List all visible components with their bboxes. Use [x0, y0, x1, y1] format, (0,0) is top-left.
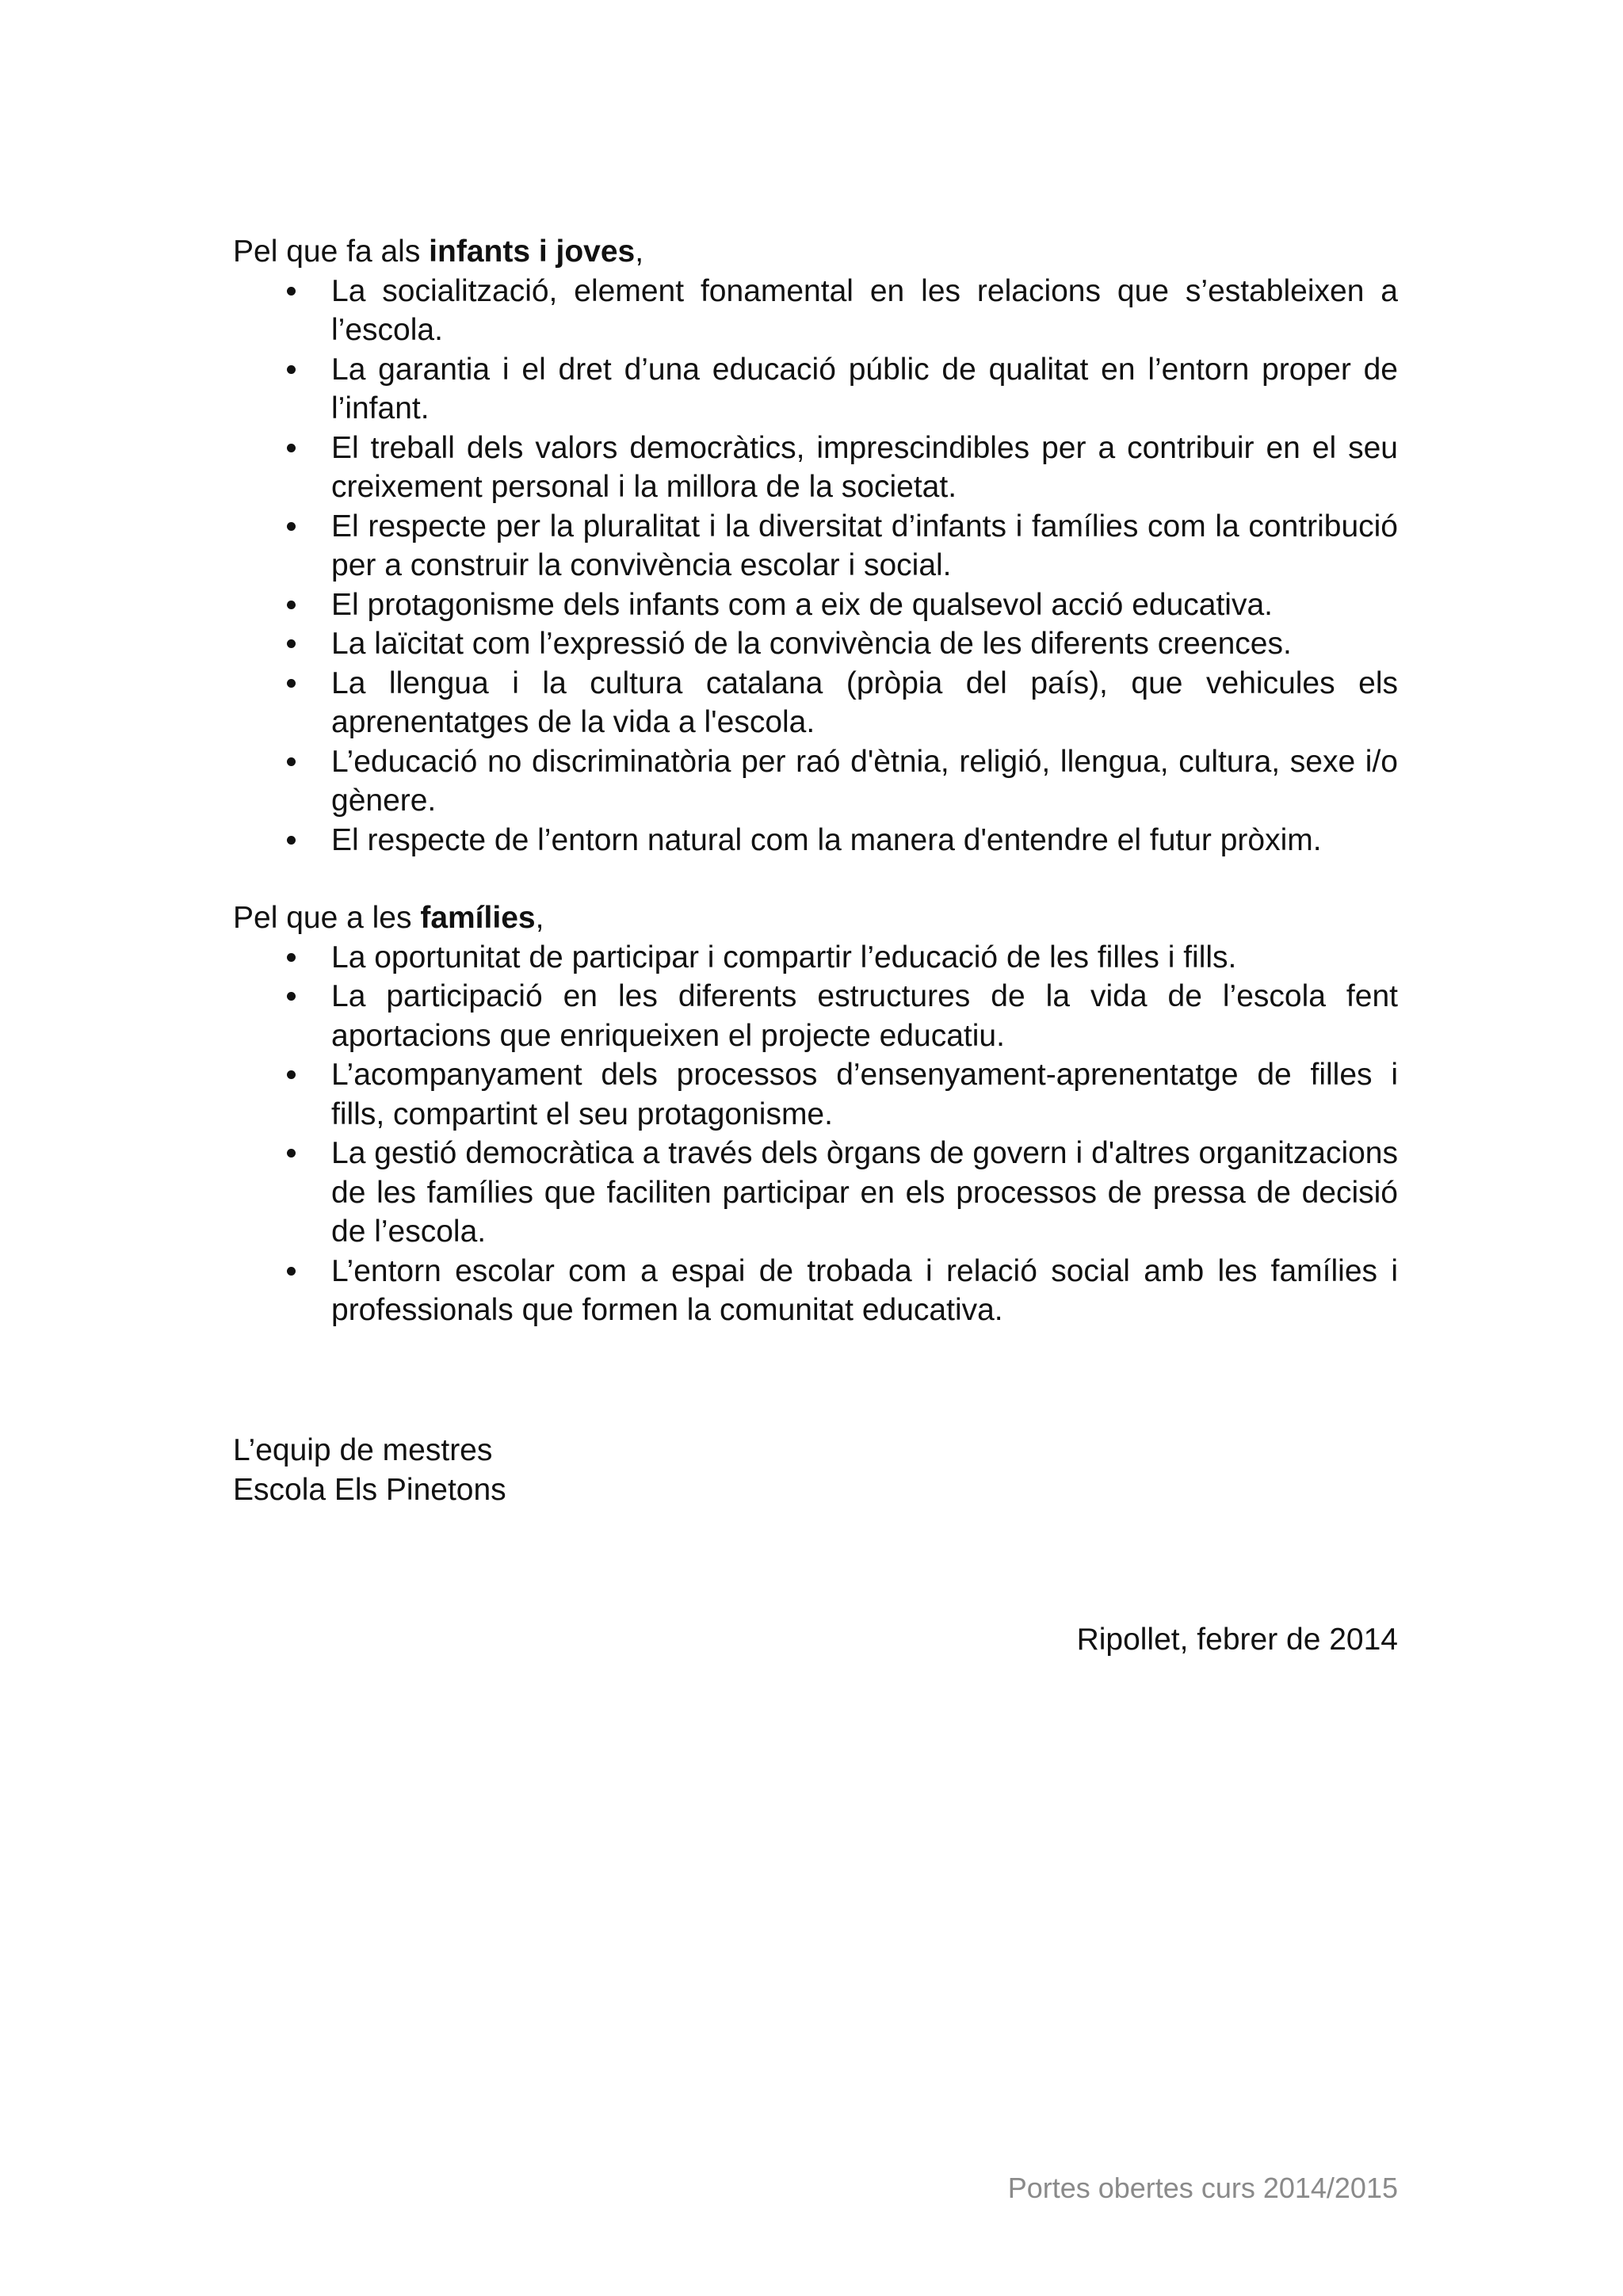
families-intro-bold: famílies — [420, 901, 536, 935]
list-item-text: L’educació no discriminatòria per raó d'ètnia, religió, llengua, cultura, sexe i/o gènere. — [331, 744, 1398, 818]
bullet-icon — [287, 365, 296, 374]
list-item-text: La oportunitat de participar i compartir l’educació de les filles i fills. — [331, 940, 1237, 974]
page-footer: Portes obertes curs 2014/2015 — [1007, 2172, 1398, 2204]
document-body — [233, 232, 1398, 1330]
list-item-text: El protagonisme dels infants com a eix de qualsevol acció educativa. — [331, 587, 1273, 622]
infants-intro-bold: infants i joves — [429, 235, 636, 269]
bullet-icon — [287, 522, 296, 531]
bullet-icon — [287, 836, 296, 845]
families-intro — [233, 898, 1398, 938]
place-date: Ripollet, febrer de 2014 — [1076, 1623, 1398, 1657]
infants-intro-suffix: , — [635, 235, 644, 269]
list-item — [233, 272, 1398, 350]
list-item-text: L’entorn escolar com a espai de trobada i relació social amb les famílies i professionals que formen la comunitat educativa. — [331, 1253, 1398, 1327]
list-item-text: El treball dels valors democràtics, imprescindibles per a contribuir en el seu creixement personal i la millora de la societat. — [331, 430, 1398, 504]
bullet-icon — [287, 601, 296, 609]
bullet-icon — [287, 639, 296, 648]
list-item-text: La participació en les diferents estructures de la vida de l’escola fent aportacions que enriqueixen el projecte educatiu. — [331, 979, 1398, 1053]
list-item — [233, 664, 1398, 742]
list-item — [233, 742, 1398, 821]
list-item — [233, 624, 1398, 664]
families-list — [233, 938, 1398, 1330]
list-item — [233, 1252, 1398, 1330]
bullet-icon — [287, 287, 296, 296]
bullet-icon — [287, 1149, 296, 1158]
infants-list — [233, 272, 1398, 860]
list-item-text: La gestió democràtica a través dels òrgans de govern i d'altres organitzacions de les famílies que faciliten participar en els processos de pressa de decisió de l’escola. — [331, 1136, 1398, 1249]
list-item-text: El respecte de l’entorn natural com la manera d'entendre el futur pròxim. — [331, 822, 1322, 857]
list-item-text: La garantia i el dret d’una educació públic de qualitat en l’entorn proper de l’infant. — [331, 352, 1398, 425]
families-intro-suffix: , — [535, 901, 544, 935]
list-item-text: La llengua i la cultura catalana (pròpia del país), que vehicules els aprenentatges de la vida a l'escola. — [331, 666, 1398, 739]
bullet-icon — [287, 679, 296, 688]
list-item — [233, 821, 1398, 860]
signature-line-team: L’equip de mestres — [233, 1433, 493, 1467]
bullet-icon — [287, 953, 296, 962]
infants-intro-prefix: Pel que fa als — [233, 235, 430, 269]
list-item — [233, 1134, 1398, 1252]
list-item — [233, 977, 1398, 1055]
bullet-icon — [287, 1070, 296, 1079]
list-item — [233, 585, 1398, 625]
families-intro-prefix: Pel que a les — [233, 901, 421, 935]
list-item — [233, 429, 1398, 507]
list-item — [233, 1055, 1398, 1134]
bullet-icon — [287, 444, 296, 452]
signature-line-school: Escola Els Pinetons — [233, 1472, 506, 1507]
list-item-text: L’acompanyament dels processos d’ensenyament-aprenentatge de filles i fills, compartint el seu protagonisme. — [331, 1058, 1398, 1131]
bullet-icon — [287, 1267, 296, 1276]
section-spacer — [233, 860, 1398, 898]
signature-block — [233, 1431, 506, 1509]
bullet-icon — [287, 757, 296, 766]
list-item — [233, 350, 1398, 429]
list-item-text: La socialització, element fonamental en les relacions que s’estableixen a l’escola. — [331, 273, 1398, 347]
list-item-text: El respecte per la pluralitat i la diversitat d’infants i famílies com la contribució per a construir la convivència escolar i social. — [331, 509, 1398, 582]
infants-intro — [233, 232, 1398, 272]
list-item — [233, 938, 1398, 978]
list-item-text: La laïcitat com l’expressió de la convivència de les diferents creences. — [331, 627, 1292, 661]
list-item — [233, 507, 1398, 585]
bullet-icon — [287, 992, 296, 1001]
